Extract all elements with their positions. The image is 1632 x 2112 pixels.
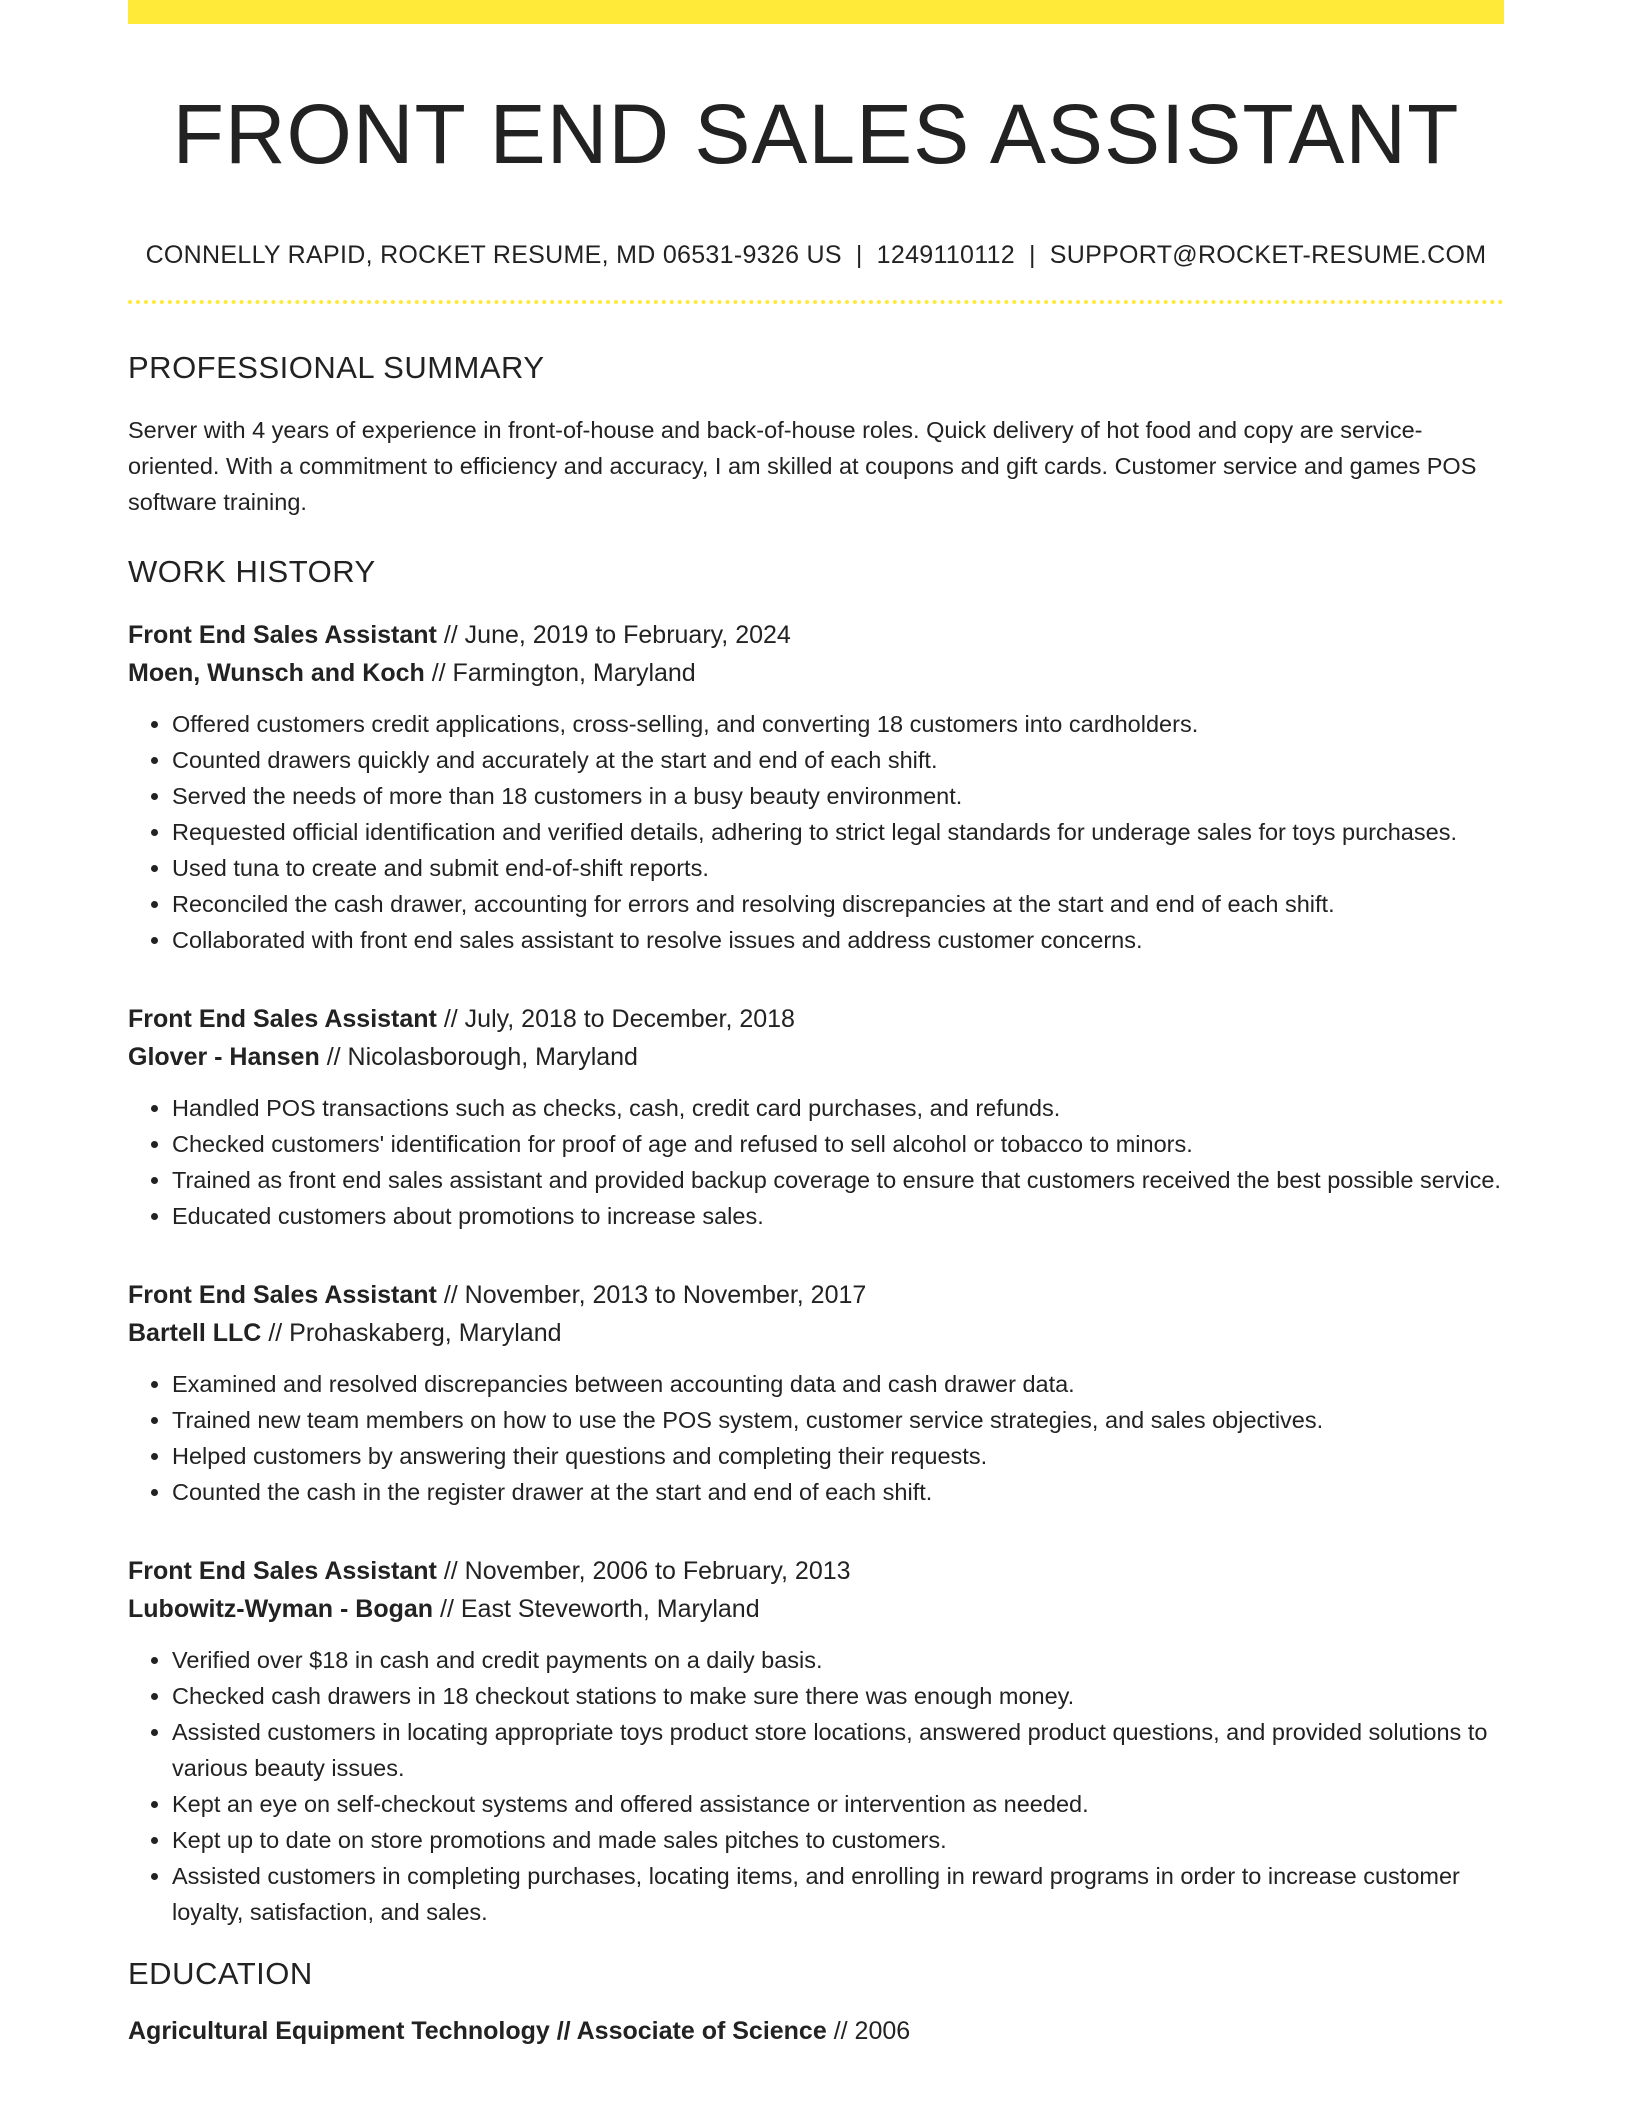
job-location: // Prohaskaberg, Maryland — [268, 1318, 562, 1347]
job-location: // Farmington, Maryland — [431, 658, 696, 687]
job-company: Moen, Wunsch and Koch — [128, 658, 425, 687]
job-location: // East Steveworth, Maryland — [440, 1594, 760, 1623]
list-item: • Used tuna to create and submit end-of-shift reports. — [172, 850, 1504, 886]
list-item: • Verified over $18 in cash and credit payments on a daily basis. — [172, 1642, 1504, 1678]
education-degree: Agricultural Equipment Technology // Associate of Science — [128, 2016, 827, 2045]
list-item: • Trained new team members on how to use the POS system, customer service strategies, and sales objectives. — [172, 1402, 1504, 1438]
accent-bar — [128, 0, 1504, 24]
job-company-line — [128, 1590, 1504, 1628]
job-title-line — [128, 616, 1504, 654]
section-title-education: EDUCATION — [128, 1955, 313, 1991]
job-company: Bartell LLC — [128, 1318, 262, 1347]
list-item: • Collaborated with front end sales assistant to resolve issues and address customer concerns. — [172, 922, 1504, 958]
list-item: • Examined and resolved discrepancies between accounting data and cash drawer data. — [172, 1366, 1504, 1402]
list-item: • Assisted customers in completing purchases, locating items, and enrolling in reward programs in order to increase customer loyalty, satisfaction, and sales. — [172, 1858, 1504, 1930]
job-dates: // November, 2006 to February, 2013 — [443, 1556, 851, 1585]
job-bullets — [128, 1090, 1504, 1234]
resume-page — [128, 0, 1504, 2050]
list-item: • Checked customers' identification for proof of age and refused to sell alcohol or tobacco to minors. — [172, 1126, 1504, 1162]
job-role: Front End Sales Assistant — [128, 620, 437, 649]
job-bullets — [128, 1366, 1504, 1510]
job-company-line — [128, 1314, 1504, 1352]
list-item: • Offered customers credit applications, cross-selling, and converting 18 customers into cardholders. — [172, 706, 1504, 742]
job-company: Lubowitz-Wyman - Bogan — [128, 1594, 434, 1623]
list-item: • Counted the cash in the register drawer at the start and end of each shift. — [172, 1474, 1504, 1510]
contact-phone: 1249110112 — [876, 240, 1015, 269]
job-company-line — [128, 654, 1504, 692]
education-list — [128, 2012, 1504, 2050]
list-item: • Counted drawers quickly and accurately at the start and end of each shift. — [172, 742, 1504, 778]
job-location: // Nicolasborough, Maryland — [326, 1042, 638, 1071]
list-item: • Requested official identification and verified details, adhering to strict legal standards for underage sales for toys purchases. — [172, 814, 1504, 850]
section-title-work-history: WORK HISTORY — [128, 553, 376, 589]
job-dates: // November, 2013 to November, 2017 — [443, 1280, 867, 1309]
job-title-line — [128, 1000, 1504, 1038]
list-item: • Kept an eye on self-checkout systems and offered assistance or intervention as needed. — [172, 1786, 1504, 1822]
list-item: • Trained as front end sales assistant and provided backup coverage to ensure that customers received the best possible service. — [172, 1162, 1504, 1198]
contact-separator: | — [1028, 240, 1036, 269]
job-title-line — [128, 1276, 1504, 1314]
contact-line — [128, 241, 1504, 270]
job-entry — [128, 1276, 1504, 1510]
job-bullets — [128, 1642, 1504, 1930]
education-year: // 2006 — [833, 2016, 911, 2045]
work-history-list — [128, 616, 1504, 1930]
candidate-name: FRONT END SALES ASSISTANT — [172, 87, 1460, 181]
job-dates: // July, 2018 to December, 2018 — [443, 1004, 795, 1033]
education-entry — [128, 2012, 1504, 2050]
list-item: • Checked cash drawers in 18 checkout stations to make sure there was enough money. — [172, 1678, 1504, 1714]
contact-email: SUPPORT@ROCKET-RESUME.COM — [1049, 240, 1487, 269]
list-item: • Helped customers by answering their questions and completing their requests. — [172, 1438, 1504, 1474]
job-title-line — [128, 1552, 1504, 1590]
list-item: • Kept up to date on store promotions and made sales pitches to customers. — [172, 1822, 1504, 1858]
dotted-divider — [128, 300, 1504, 304]
list-item: • Served the needs of more than 18 customers in a busy beauty environment. — [172, 778, 1504, 814]
job-bullets — [128, 706, 1504, 958]
job-company-line — [128, 1038, 1504, 1076]
section-title-summary: PROFESSIONAL SUMMARY — [128, 349, 545, 385]
summary-text: Server with 4 years of experience in front-of-house and back-of-house roles. Quick delivery of hot food and copy are service-oriented. With a commitment to efficiency and accuracy, I am skilled at coupons and gift cards. Customer service and games POS software training. — [128, 416, 1477, 515]
list-item: • Reconciled the cash drawer, accounting for errors and resolving discrepancies at the start and end of each shift. — [172, 886, 1504, 922]
job-company: Glover - Hansen — [128, 1042, 320, 1071]
job-entry — [128, 1552, 1504, 1930]
job-dates: // June, 2019 to February, 2024 — [443, 620, 791, 649]
list-item: • Assisted customers in locating appropriate toys product store locations, answered product questions, and provided solutions to various beauty issues. — [172, 1714, 1504, 1786]
contact-address: CONNELLY RAPID, ROCKET RESUME, MD 06531-9326 US — [145, 240, 842, 269]
list-item: • Educated customers about promotions to increase sales. — [172, 1198, 1504, 1234]
job-entry — [128, 1000, 1504, 1234]
job-entry — [128, 616, 1504, 958]
job-role: Front End Sales Assistant — [128, 1556, 437, 1585]
list-item: • Handled POS transactions such as checks, cash, credit card purchases, and refunds. — [172, 1090, 1504, 1126]
contact-separator: | — [855, 240, 863, 269]
job-role: Front End Sales Assistant — [128, 1004, 437, 1033]
job-role: Front End Sales Assistant — [128, 1280, 437, 1309]
